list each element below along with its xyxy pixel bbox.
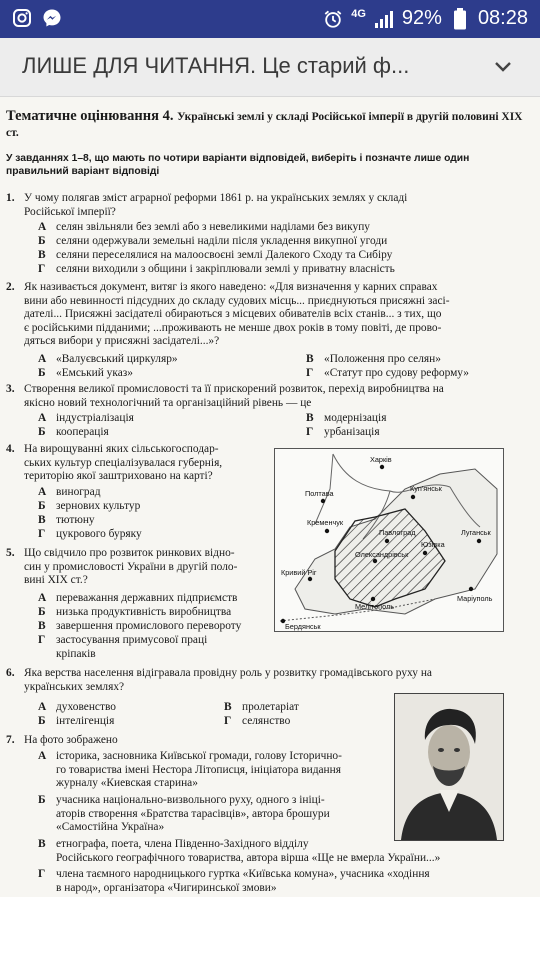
alarm-icon: [323, 9, 343, 29]
question-text: територію якої заштриховано на карті?: [24, 470, 213, 483]
question-text: На вирощуванні яких сільськогосподар-: [24, 443, 219, 455]
answer-option[interactable]: Г «Статут про судову реформу»: [306, 367, 469, 379]
answer-option[interactable]: Б кооперація: [38, 426, 109, 438]
answer-option[interactable]: Б селяни одержували земельні наділи після укладення викупної угоди: [38, 235, 388, 247]
question-number: 2.: [6, 281, 15, 293]
question-text: є російськими підданими; ...проживають не менше двох років в тому повіті, де прово-: [24, 321, 442, 334]
answer-option[interactable]: В етнографа, поета, члена Південно-Західного відділу Російського географічного товариства, автора вірша «Ще не вмерла України...»: [38, 838, 441, 864]
question-text: Як називається документ, витяг із якого наведено: «Для визначення у карних справах: [24, 281, 438, 293]
app-bar: [0, 38, 540, 97]
answer-option[interactable]: В селяни переселялися на малоосвоєні землі Далекого Сходу та Сибіру: [38, 249, 393, 261]
answer-option[interactable]: Б зернових культур: [38, 500, 141, 512]
answer-option[interactable]: А «Валуєвський циркуляр»: [38, 353, 178, 365]
map-label: Харків: [370, 455, 392, 464]
answer-option[interactable]: А селян звільняли без землі або з невеликими наділами без викупу: [38, 221, 370, 233]
heading-main: Тематичне оцінювання 4.: [6, 108, 174, 124]
question-text: На фото зображено: [24, 734, 118, 746]
question-number: 1.: [6, 192, 15, 204]
answer-option[interactable]: Г селяни виходили з общини і закріплювали землі у приватну власність: [38, 263, 395, 275]
map-label: Полтава: [305, 489, 334, 498]
answer-option[interactable]: А виноград: [38, 486, 101, 498]
question-text: вині XIX ст.?: [24, 574, 88, 587]
page-heading: [6, 109, 536, 141]
heading-sub: Українські землі у складі Російської імперії в другій половині XIX ст.: [6, 111, 523, 139]
question-3: [6, 383, 526, 441]
question-text: Яка верства населення відігравала провідну роль у розвитку громадівського руху на: [24, 667, 432, 679]
question-text: дателі... Присяжні засідателі обираються з місцевих обивателів всіх станів... з тих, що: [24, 308, 442, 321]
battery-icon: [450, 9, 470, 29]
answer-option[interactable]: А переважання державних підприємств: [38, 592, 238, 604]
question-text: якісно новий технологічний та організаційний рівень — це: [24, 396, 312, 409]
question-text: вини або невинності підсудних до складу судових місць... приєднуються присяжні засі-: [24, 294, 450, 307]
answer-option[interactable]: А духовенство: [38, 701, 116, 713]
instagram-icon: [12, 8, 32, 28]
answer-option[interactable]: Б учасника національно-визвольного руху, одного з ініці- аторів створення «Братства тарасівців», автора брошури «Самостійна Україна»: [38, 794, 330, 834]
answer-option[interactable]: Г члена таємного народницького гуртка «Київська комуна», учасника «ходіння в народ», організатора «Чигиринської змови»: [38, 868, 430, 894]
answer-option[interactable]: В модернізація: [306, 412, 387, 424]
document-page: [0, 97, 540, 897]
battery-percent: 92%: [401, 7, 442, 29]
answer-option[interactable]: Б інтелігенція: [38, 715, 115, 727]
map-label: Кривий Ріг: [281, 568, 317, 577]
map-figure: [274, 448, 504, 632]
question-text: син у промисловості України в другій поло-: [24, 560, 238, 573]
clock: 08:28: [477, 7, 528, 29]
answer-option[interactable]: В «Положення про селян»: [306, 353, 441, 365]
question-text: ських культур спеціалізувалася губернія,: [24, 456, 223, 469]
map-label: Куп'янськ: [410, 484, 442, 493]
answer-option[interactable]: Г селянство: [224, 715, 291, 727]
answer-option[interactable]: Г застосування примусової праці: [38, 634, 208, 646]
question-text: дяться вибори у присяжні засідателі...»?: [24, 335, 220, 348]
answer-option[interactable]: А індустріалізація: [38, 412, 134, 424]
question-text: У чому полягав зміст аграрної реформи 1861 р. на українських землях у складі: [24, 192, 408, 204]
question-text: Російської імперії?: [24, 205, 116, 218]
network-type: 4G: [351, 7, 366, 20]
map-label: Юзівка: [421, 540, 445, 549]
signal-icon: [374, 9, 394, 29]
question-number: 7.: [6, 734, 15, 746]
answer-option[interactable]: В тютюну: [38, 514, 95, 526]
question-text: Що свідчило про розвиток ринкових відно-: [24, 547, 235, 559]
chevron-down-icon[interactable]: [492, 56, 514, 83]
status-bar: [0, 0, 540, 38]
question-1: [6, 192, 526, 275]
map-label: Кременчук: [307, 518, 344, 527]
question-4: [6, 443, 266, 543]
answer-option[interactable]: В пролетаріат: [224, 701, 299, 713]
question-5: [6, 547, 276, 662]
instructions: У завданнях 1–8, що мають по чотири варіанти відповідей, виберіть і позначте лише один правильний варіант відповіді: [6, 153, 470, 177]
map-label: Мелітополь: [355, 602, 395, 611]
document-title: ЛИШЕ ДЛЯ ЧИТАННЯ. Це старий ф...: [22, 53, 410, 78]
question-number: 5.: [6, 547, 15, 559]
map-label: Маріуполь: [457, 594, 493, 603]
answer-option[interactable]: А історика, засновника Київської громади, голову Історично- го товариства імені Нестора Літописця, ініціатора видання журналу «Киевская старина»: [38, 750, 342, 790]
question-2: [6, 281, 526, 379]
map-label: Луганськ: [461, 528, 491, 537]
messenger-icon: [42, 8, 62, 28]
map-label: Павлоград: [379, 528, 416, 537]
map-label: Олександрівськ: [355, 550, 409, 559]
answer-option[interactable]: Б «Емський указ»: [38, 367, 133, 379]
question-text: Створення великої промисловості та її прискорений розвиток, перехід виробництва на: [24, 383, 444, 395]
answer-option[interactable]: Г урбанізація: [306, 426, 380, 438]
question-text: українських землях?: [24, 680, 125, 693]
question-7: [6, 734, 506, 894]
answer-option[interactable]: Г цукрового буряку: [38, 528, 142, 540]
question-number: 4.: [6, 443, 15, 455]
answer-option[interactable]: Б низька продуктивність виробництва: [38, 606, 232, 618]
question-number: 3.: [6, 383, 15, 395]
blank-area: [0, 897, 540, 960]
map-label: Бердянськ: [285, 622, 321, 631]
answer-option[interactable]: В завершення промислового перевороту: [38, 620, 242, 632]
question-number: 6.: [6, 667, 15, 679]
answer-option-continuation: кріпаків: [56, 648, 96, 660]
